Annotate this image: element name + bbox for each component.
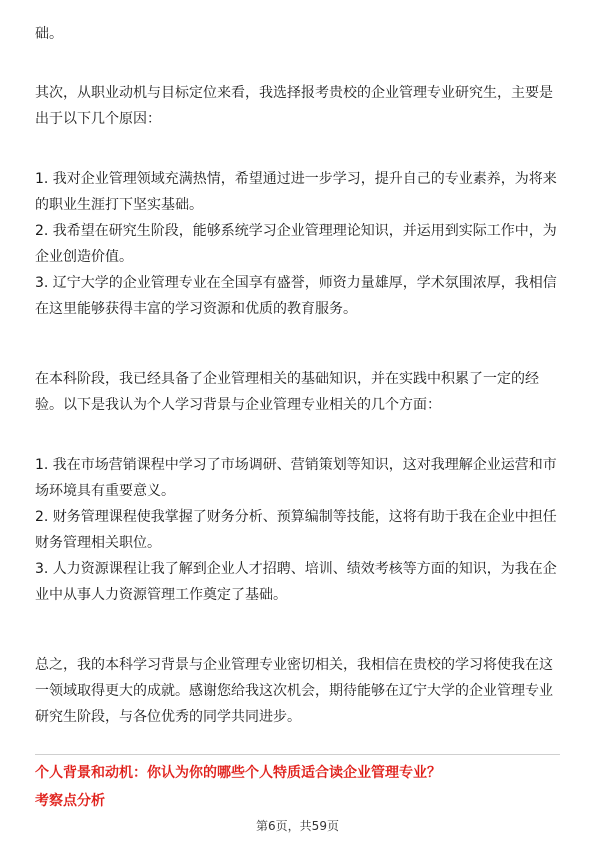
question-heading: 个人背景和动机：你认为你的哪些个人特质适合读企业管理专业？ (35, 765, 441, 781)
reason-item-1: 1. 我对企业管理领域充满热情，希望通过进一步学习，提升自己的专业素养，为将来的职业生涯打下坚实基础。 (35, 171, 557, 213)
analysis-heading: 考察点分析 (35, 793, 105, 809)
reason-item-3: 3. 辽宁大学的企业管理专业在全国享有盛誉，师资力量雄厚，学术氛围浓厚，我相信在这里能够获得丰富的学习资源和优质的教育服务。 (35, 275, 557, 317)
reason-item-2: 2. 我希望在研究生阶段，能够系统学习企业管理理论知识，并运用到实际工作中，为企业创造价值。 (35, 223, 557, 265)
conclusion-paragraph: 总之，我的本科学习背景与企业管理专业密切相关，我相信在贵校的学习将使我在这一领域取得更大的成就。感谢您给我这次机会，期待能够在辽宁大学的企业管理专业研究生阶段，与各位优秀的同学共同进步。 (35, 657, 553, 725)
aspect-item-1: 1. 我在市场营销课程中学习了市场调研、营销策划等知识，这对我理解企业运营和市场环境具有重要意义。 (35, 457, 557, 499)
aspect-item-3: 3. 人力资源课程让我了解到企业人才招聘、培训、绩效考核等方面的知识，为我在企业中从事人力资源管理工作奠定了基础。 (35, 561, 557, 603)
aspect-item-2: 2. 财务管理课程使我掌握了财务分析、预算编制等技能，这将有助于我在企业中担任财务管理相关职位。 (35, 509, 557, 551)
undergrad-intro-paragraph: 在本科阶段，我已经具备了企业管理相关的基础知识，并在实践中积累了一定的经验。以下是我认为个人学习背景与企业管理专业相关的几个方面： (35, 371, 539, 413)
section-divider (35, 754, 560, 755)
continued-fragment: 础。 (35, 26, 63, 42)
second-intro-paragraph: 其次，从职业动机与目标定位来看，我选择报考贵校的企业管理专业研究生，主要是出于以下几个原因： (35, 85, 553, 127)
page-number-footer: 第6页，共59页 (256, 819, 339, 833)
